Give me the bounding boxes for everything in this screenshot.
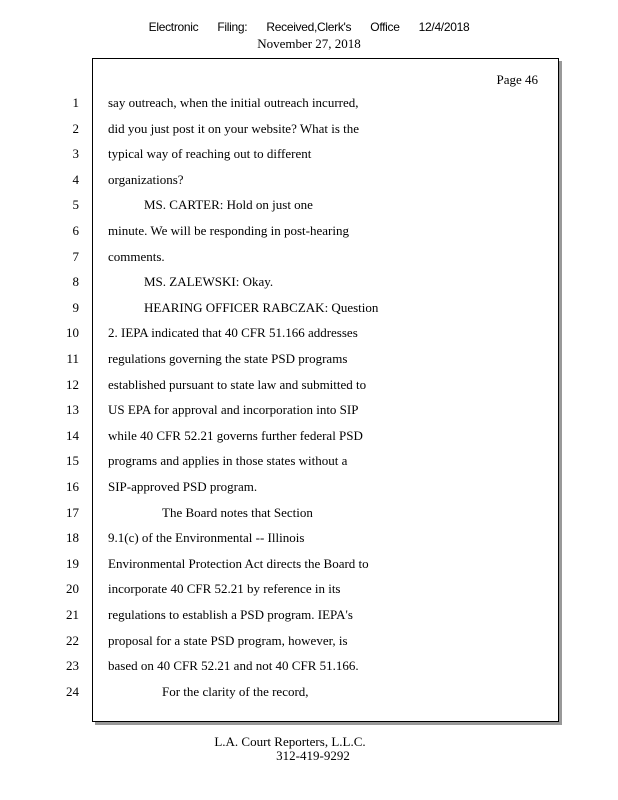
stamp-word: Filing: bbox=[217, 20, 248, 34]
page-number: Page 46 bbox=[496, 72, 538, 87]
line-text: For the clarity of the record, bbox=[162, 683, 309, 699]
line-text: 9.1(c) of the Environmental -- Illinois bbox=[108, 530, 305, 546]
line-text: Environmental Protection Act directs the Board to bbox=[108, 555, 369, 571]
line-number: 17 bbox=[66, 504, 79, 520]
line-number: 3 bbox=[72, 146, 79, 162]
line-number: 24 bbox=[66, 683, 79, 699]
line-text: MS. CARTER: Hold on just one bbox=[144, 197, 313, 213]
line-text: while 40 CFR 52.21 governs further federal PSD bbox=[108, 427, 363, 443]
line-text: comments. bbox=[108, 248, 165, 264]
line-text: MS. ZALEWSKI: Okay. bbox=[144, 274, 274, 290]
line-number: 14 bbox=[66, 427, 79, 443]
transcript-date: November 27, 2018 bbox=[257, 36, 361, 51]
line-text: programs and applies in those states without a bbox=[108, 453, 348, 469]
line-number: 23 bbox=[66, 658, 79, 674]
line-text: minute. We will be responding in post-hearing bbox=[108, 223, 349, 238]
stamp-word: Received,Clerk's bbox=[266, 20, 352, 34]
line-text: The Board notes that Section bbox=[162, 504, 313, 520]
line-text: regulations governing the state PSD programs bbox=[108, 351, 348, 366]
line-text: typical way of reaching out to different bbox=[108, 146, 312, 162]
line-number: 21 bbox=[66, 607, 79, 622]
line-number: 2 bbox=[72, 120, 79, 136]
line-number: 22 bbox=[66, 632, 79, 648]
line-number: 12 bbox=[66, 376, 79, 392]
footer-phone: 312-419-9292 bbox=[276, 748, 350, 763]
line-text: HEARING OFFICER RABCZAK: Question bbox=[144, 299, 379, 315]
stamp-date: 12/4/2018 bbox=[418, 20, 470, 34]
line-number: 8 bbox=[72, 274, 79, 290]
line-number: 1 bbox=[72, 95, 79, 110]
line-number: 9 bbox=[72, 299, 79, 315]
stamp-word: Electronic bbox=[148, 20, 199, 34]
line-number: 4 bbox=[72, 171, 79, 187]
line-number: 20 bbox=[66, 581, 79, 597]
line-text: say outreach, when the initial outreach incurred, bbox=[108, 95, 359, 110]
line-number: 6 bbox=[72, 223, 79, 238]
line-text: US EPA for approval and incorporation into SIP bbox=[108, 402, 359, 418]
line-number: 18 bbox=[66, 530, 79, 546]
line-number: 16 bbox=[66, 479, 79, 494]
line-text: regulations to establish a PSD program. IEPA's bbox=[108, 607, 353, 622]
line-text: SIP-approved PSD program. bbox=[108, 479, 258, 494]
line-number: 7 bbox=[72, 248, 79, 264]
line-text: proposal for a state PSD program, however, is bbox=[108, 632, 348, 648]
footer-company: L.A. Court Reporters, L.L.C. bbox=[214, 734, 366, 749]
line-number: 10 bbox=[66, 325, 79, 341]
line-number: 13 bbox=[66, 402, 79, 418]
line-number: 11 bbox=[66, 351, 79, 366]
line-text: 2. IEPA indicated that 40 CFR 51.166 addresses bbox=[108, 325, 358, 341]
filing-stamp bbox=[0, 20, 618, 34]
line-number: 5 bbox=[72, 197, 79, 213]
stamp-word: Office bbox=[370, 20, 400, 34]
line-number: 19 bbox=[66, 555, 79, 571]
line-text: incorporate 40 CFR 52.21 by reference in its bbox=[108, 581, 341, 597]
line-text: based on 40 CFR 52.21 and not 40 CFR 51.166. bbox=[108, 658, 359, 674]
line-text: did you just post it on your website? What is the bbox=[108, 120, 360, 136]
transcript-page bbox=[66, 58, 559, 722]
line-text: organizations? bbox=[108, 171, 184, 187]
line-number: 15 bbox=[66, 453, 79, 469]
line-text: established pursuant to state law and submitted to bbox=[108, 376, 367, 392]
